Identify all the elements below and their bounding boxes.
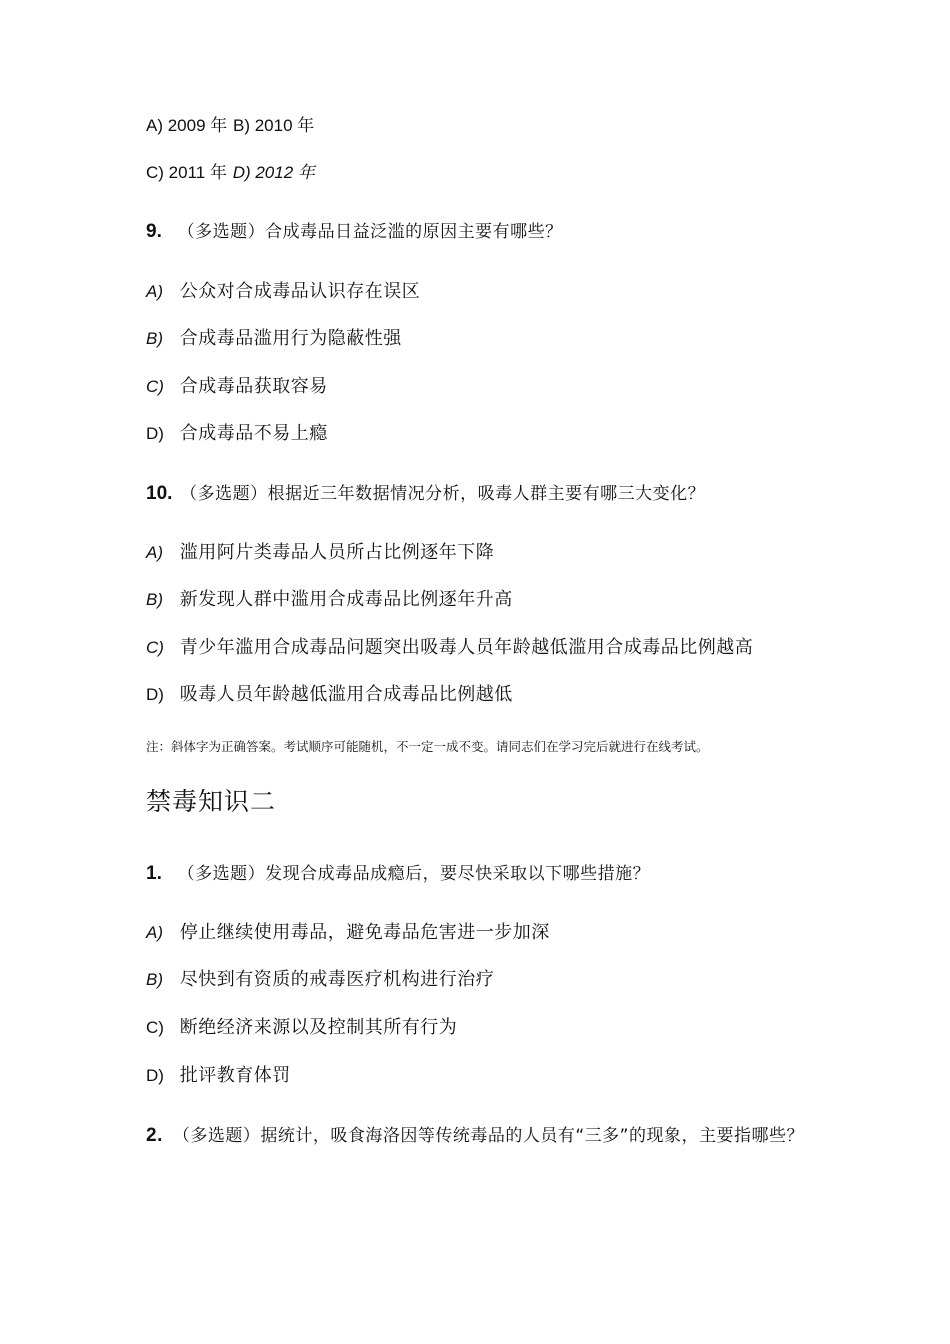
- question-text: （多选题）据统计，吸食海洛因等传统毒品的人员有“三多”的现象，主要指哪些？: [172, 1126, 804, 1146]
- q10-option-d: [146, 683, 513, 707]
- s2-question-2: [146, 1119, 816, 1153]
- q9-option-b: [146, 327, 402, 351]
- q9-option-d: [146, 422, 328, 446]
- prev-options-row-1: [146, 114, 314, 138]
- question-number: 9.: [146, 221, 162, 242]
- s2q1-option-d: [146, 1064, 291, 1088]
- prev-options-row-2: [146, 161, 315, 185]
- option-text: 公众对合成毒品认识存在误区: [179, 281, 421, 302]
- question-number: 10.: [146, 483, 173, 504]
- q10-option-a: [146, 541, 494, 565]
- s2q1-option-c: [146, 1016, 457, 1040]
- option-label: B): [146, 590, 163, 609]
- option-label: A): [146, 923, 163, 942]
- option-label: A): [146, 543, 163, 562]
- question-number: 2.: [146, 1125, 163, 1146]
- option-label: D): [146, 1066, 164, 1085]
- q9-option-c: [146, 375, 328, 399]
- option-text: 停止继续使用毒品，避免毒品危害进一步加深: [179, 922, 550, 943]
- s2-question-1: [146, 862, 650, 886]
- q10-option-c: [146, 636, 753, 660]
- option-text: 新发现人群中滥用合成毒品比例逐年升高: [179, 589, 513, 610]
- option-label: B): [146, 970, 163, 989]
- section-title: 禁毒知识二: [146, 787, 277, 816]
- option-label: D): [146, 424, 164, 443]
- option-text: 青少年滥用合成毒品问题突出吸毒人员年龄越低滥用合成毒品比例越高: [179, 637, 754, 658]
- question-text: （多选题）根据近三年数据情况分析，吸毒人群主要有哪三大变化？: [180, 484, 706, 504]
- option-text: 批评教育体罚: [179, 1065, 291, 1086]
- q10-option-b: [146, 588, 513, 612]
- prev-option-a: A) 2009 年: [146, 116, 228, 135]
- question-number: 1.: [146, 863, 162, 884]
- option-label: D): [146, 685, 164, 704]
- prev-option-c: C) 2011 年: [146, 163, 227, 182]
- option-text: 合成毒品不易上瘾: [179, 423, 328, 444]
- option-label: C): [146, 638, 164, 657]
- question-10: [146, 482, 705, 506]
- option-label: C): [146, 1018, 164, 1037]
- option-label: B): [146, 329, 163, 348]
- s2q1-option-a: [146, 921, 550, 945]
- question-text: （多选题）合成毒品日益泛滥的原因主要有哪些？: [177, 222, 563, 242]
- q9-option-a: [146, 280, 420, 304]
- option-text: 断绝经济来源以及控制其所有行为: [179, 1017, 458, 1038]
- option-label: A): [146, 282, 163, 301]
- prev-option-d: D) 2012 年: [232, 163, 315, 182]
- answer-note: 注：斜体字为正确答案。考试顺序可能随机，不一定一成不变。请同志们在学习完后就进行在线考试。: [146, 739, 709, 754]
- s2q1-option-b: [146, 968, 494, 992]
- question-9: [146, 220, 563, 244]
- option-text: 合成毒品滥用行为隐蔽性强: [179, 328, 402, 349]
- option-text: 滥用阿片类毒品人员所占比例逐年下降: [179, 542, 495, 563]
- option-label: C): [146, 377, 164, 396]
- option-text: 吸毒人员年龄越低滥用合成毒品比例越低: [179, 684, 513, 705]
- question-text: （多选题）发现合成毒品成瘾后，要尽快采取以下哪些措施？: [177, 864, 651, 884]
- prev-option-b: B) 2010 年: [233, 116, 315, 135]
- option-text: 尽快到有资质的戒毒医疗机构进行治疗: [179, 969, 495, 990]
- option-text: 合成毒品获取容易: [179, 376, 328, 397]
